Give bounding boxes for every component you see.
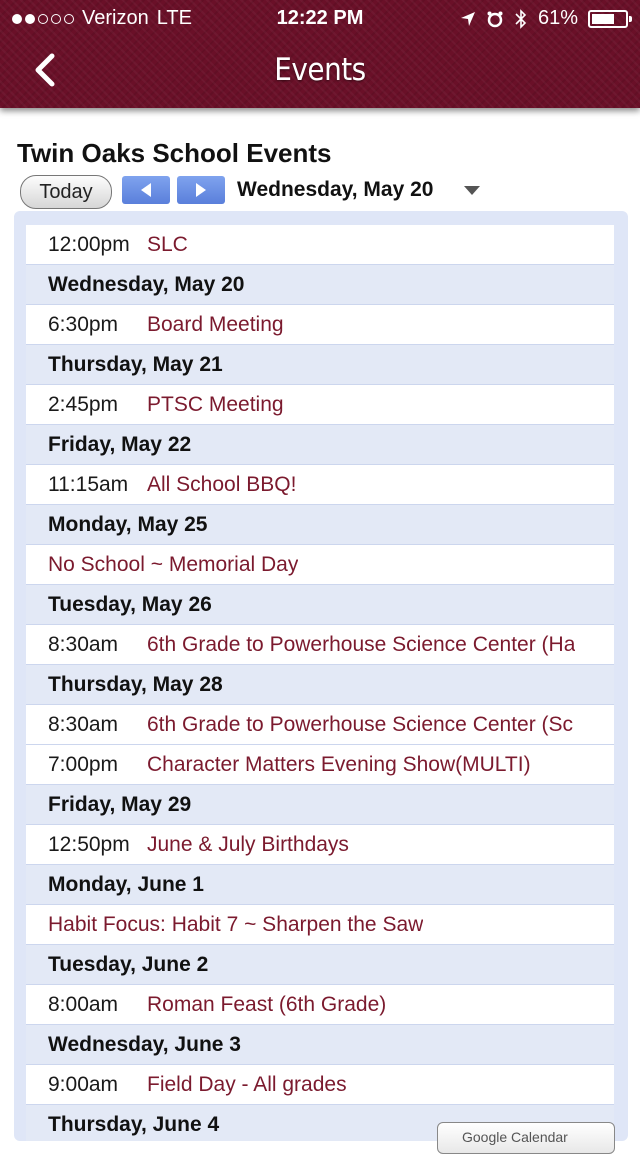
- next-button[interactable]: [177, 176, 225, 204]
- day-header-label: Monday, June 1: [48, 872, 204, 896]
- event-time: 12:00pm: [48, 232, 130, 256]
- agenda-panel: [14, 211, 628, 1141]
- event-title[interactable]: Character Matters Evening Show(MULTI): [147, 752, 531, 776]
- day-header: [26, 585, 614, 625]
- day-header-label: Thursday, May 28: [48, 672, 223, 696]
- event-row[interactable]: [26, 705, 614, 745]
- triangle-left-icon: [139, 182, 153, 198]
- day-header-label: Friday, May 29: [48, 792, 192, 816]
- event-row[interactable]: [26, 1065, 614, 1105]
- event-row[interactable]: [26, 465, 614, 505]
- previous-button[interactable]: [122, 176, 170, 204]
- event-time: 8:30am: [48, 632, 119, 656]
- event-time: 11:15am: [48, 472, 129, 496]
- day-header-label: Friday, May 22: [48, 432, 192, 456]
- status-time: 12:22 PM: [276, 7, 364, 29]
- event-row[interactable]: [26, 305, 614, 345]
- bluetooth-icon: [514, 9, 528, 29]
- day-header-label: Tuesday, May 26: [48, 592, 212, 616]
- event-title[interactable]: All School BBQ!: [147, 472, 297, 496]
- day-header-label: Thursday, June 4: [48, 1112, 220, 1136]
- event-time: 12:50pm: [48, 832, 130, 856]
- event-title[interactable]: PTSC Meeting: [147, 392, 284, 416]
- current-date-label[interactable]: Wednesday, May 20: [237, 178, 434, 201]
- event-time: 7:00pm: [48, 752, 119, 776]
- today-button[interactable]: Today: [20, 175, 112, 209]
- event-title[interactable]: June & July Birthdays: [147, 832, 349, 856]
- event-title[interactable]: 6th Grade to Powerhouse Science Center (Sc: [147, 712, 574, 736]
- header-title: Events: [274, 52, 366, 88]
- event-title[interactable]: Field Day - All grades: [147, 1072, 347, 1096]
- day-header: [26, 865, 614, 905]
- event-time: 8:00am: [48, 992, 119, 1016]
- event-title[interactable]: Board Meeting: [147, 312, 284, 336]
- event-row[interactable]: [26, 745, 614, 785]
- event-row[interactable]: [26, 545, 614, 585]
- event-row[interactable]: [26, 985, 614, 1025]
- day-header-label: Thursday, May 21: [48, 352, 223, 376]
- day-header: [26, 945, 614, 985]
- alarm-clock-icon: [486, 10, 504, 28]
- event-time: 6:30pm: [48, 312, 119, 336]
- day-header: [26, 345, 614, 385]
- day-header-label: Wednesday, June 3: [48, 1032, 241, 1056]
- triangle-right-icon: [194, 182, 208, 198]
- event-row[interactable]: [26, 825, 614, 865]
- day-header: [26, 505, 614, 545]
- day-header: [26, 425, 614, 465]
- event-title[interactable]: SLC: [147, 232, 188, 256]
- day-header-label: Monday, May 25: [48, 512, 208, 536]
- status-right: [460, 7, 628, 30]
- day-header-label: Tuesday, June 2: [48, 952, 209, 976]
- event-row[interactable]: [26, 905, 614, 945]
- calendar-title: Twin Oaks School Events: [17, 138, 332, 168]
- google-calendar-label: Google Calendar: [462, 1129, 568, 1145]
- event-title[interactable]: Habit Focus: Habit 7 ~ Sharpen the Saw: [48, 912, 424, 936]
- event-time: 9:00am: [48, 1072, 119, 1096]
- battery-icon: [588, 10, 628, 28]
- status-bar: [0, 0, 640, 38]
- day-header: [26, 1025, 614, 1065]
- network-label: LTE: [156, 7, 192, 29]
- event-row[interactable]: [26, 225, 614, 265]
- event-row[interactable]: [26, 625, 614, 665]
- event-time: 2:45pm: [48, 392, 119, 416]
- location-arrow-icon: [460, 11, 476, 27]
- day-header-label: Wednesday, May 20: [48, 272, 245, 296]
- agenda-list: [26, 225, 614, 1141]
- event-row[interactable]: [26, 385, 614, 425]
- event-title[interactable]: Roman Feast (6th Grade): [147, 992, 387, 1016]
- battery-percent: 61%: [537, 7, 578, 29]
- carrier-label: Verizon: [82, 7, 149, 29]
- event-time: 8:30am: [48, 712, 119, 736]
- event-title[interactable]: No School ~ Memorial Day: [48, 552, 299, 576]
- event-title[interactable]: 6th Grade to Powerhouse Science Center (Ha: [147, 632, 576, 656]
- day-header: [26, 665, 614, 705]
- google-calendar-button[interactable]: [437, 1122, 615, 1154]
- dropdown-arrow-icon[interactable]: [464, 186, 480, 195]
- app-header: [0, 0, 640, 108]
- day-header: [26, 265, 614, 305]
- day-header: [26, 785, 614, 825]
